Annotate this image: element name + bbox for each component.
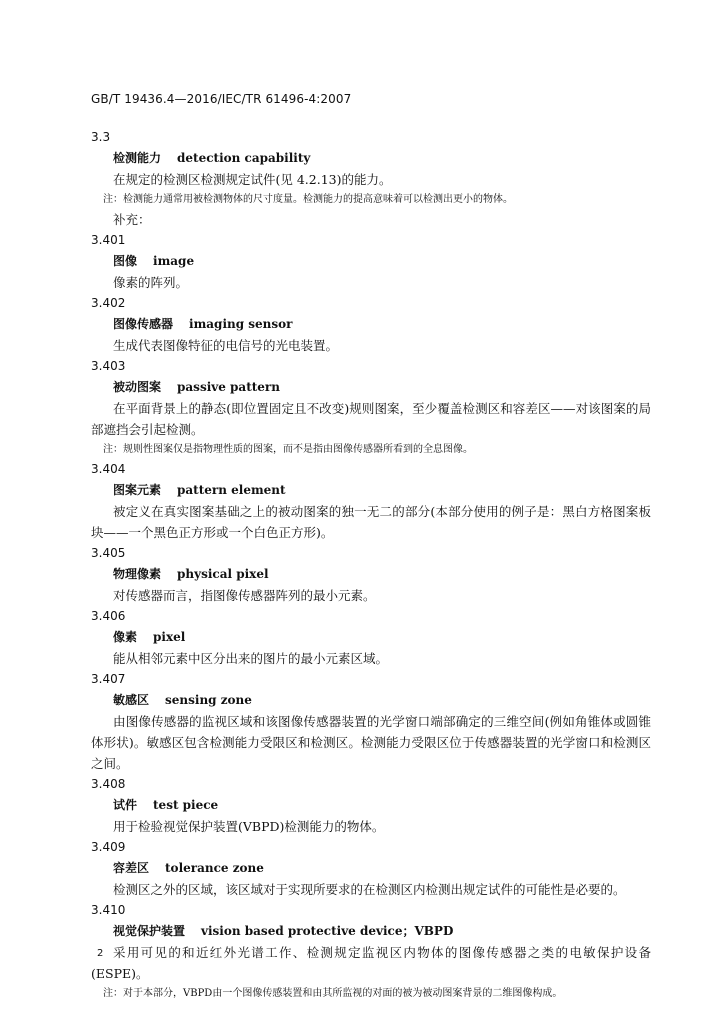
term-english: test piece: [153, 798, 219, 812]
clause-number: 3.405: [91, 546, 126, 560]
term-heading: [91, 313, 651, 335]
term-definition: 在规定的检测区检测规定试件(见 4.2.13)的能力。: [113, 172, 392, 187]
term-heading: [91, 689, 651, 711]
term-entry: [91, 459, 651, 543]
term-entry: [91, 127, 651, 230]
term-chinese: 图案元素: [113, 483, 162, 497]
term-entry: [91, 606, 651, 669]
term-entry: [91, 543, 651, 606]
clause-number: 3.404: [91, 462, 126, 476]
clause-number: 3.407: [91, 672, 126, 686]
clause-number: 3.408: [91, 777, 126, 791]
term-heading: [91, 147, 651, 169]
standard-header: GB/T 19436.4—2016/IEC/TR 61496-4:2007: [91, 92, 352, 106]
clause-number: 3.403: [91, 359, 126, 373]
term-heading: [91, 794, 651, 816]
clause-number: 3.406: [91, 609, 126, 623]
term-note: 注：检测能力通常用被检测物体的尺寸度量。检测能力的提高意味着可以检测出更小的物体。: [103, 194, 513, 205]
term-definition: 生成代表图像特征的电信号的光电装置。: [113, 338, 339, 353]
term-english: image: [153, 254, 195, 268]
term-definition: 检测区之外的区域，该区域对于实现所要求的在检测区内检测出规定试件的可能性是必要的。: [113, 882, 626, 897]
term-english: detection capability: [177, 151, 311, 165]
term-chinese: 物理像素: [113, 567, 162, 581]
term-english: pixel: [153, 630, 186, 644]
term-entry: [91, 230, 651, 293]
term-entry: [91, 774, 651, 837]
term-entry: [91, 669, 651, 774]
term-chinese: 检测能力: [113, 151, 162, 165]
term-definition: 能从相邻元素中区分出来的图片的最小元素区域。: [113, 651, 389, 666]
term-definition: 采用可见的和近红外光谱工作、检测规定监视区内物体的图像传感器之类的电敏保护设备(ESPE)。: [91, 945, 651, 981]
term-heading: [91, 920, 651, 942]
term-note: 注：对于本部分，VBPD由一个图像传感装置和由其所监视的对面的被为被动图案背景的二维图像构成。: [103, 988, 563, 999]
clause-number: 3.401: [91, 233, 126, 247]
term-chinese: 图像: [113, 254, 138, 268]
clause-number: 3.3: [91, 130, 111, 144]
term-entry: [91, 293, 651, 356]
term-chinese: 视觉保护装置: [113, 924, 186, 938]
term-chinese: 被动图案: [113, 380, 162, 394]
term-chinese: 图像传感器: [113, 317, 174, 331]
term-note: 注：规则性图案仅是指物理性质的图案，而不是指由图像传感器所看到的全息图像。: [103, 444, 473, 455]
term-chinese: 敏感区: [113, 693, 150, 707]
term-heading: [91, 563, 651, 585]
term-definition: 像素的阵列。: [113, 275, 189, 290]
term-entry: [91, 356, 651, 459]
page-number: 2: [97, 948, 104, 959]
term-english: pattern element: [177, 483, 286, 497]
term-heading: [91, 857, 651, 879]
term-english: tolerance zone: [165, 861, 264, 875]
supplement-label: 补充：: [113, 212, 151, 227]
term-definition: 被定义在真实图案基础之上的被动图案的独一无二的部分(本部分使用的例子是：黑白方格图案板块——一个黑色正方形或一个白色正方形)。: [91, 504, 651, 540]
term-english: physical pixel: [177, 567, 269, 581]
term-definition: 对传感器而言，指图像传感器阵列的最小元素。: [113, 588, 376, 603]
term-heading: [91, 626, 651, 648]
term-chinese: 试件: [113, 798, 138, 812]
term-english: imaging sensor: [189, 317, 293, 331]
term-definition: 用于检验视觉保护装置(VBPD)检测能力的物体。: [113, 819, 385, 834]
term-heading: [91, 479, 651, 501]
term-chinese: 像素: [113, 630, 138, 644]
term-heading: [91, 376, 651, 398]
terms-list: [91, 127, 651, 1003]
term-english: passive pattern: [177, 380, 280, 394]
term-definition: 由图像传感器的监视区域和该图像传感器装置的光学窗口端部确定的三维空间(例如角锥体或圆锥体形状)。敏感区包含检测能力受限区和检测区。检测能力受限区位于传感器装置的光学窗口和检测区之间。: [91, 714, 651, 771]
term-heading: [91, 250, 651, 272]
term-chinese: 容差区: [113, 861, 150, 875]
term-definition: 在平面背景上的静态(即位置固定且不改变)规则图案，至少覆盖检测区和容差区——对该图案的局部遮挡会引起检测。: [91, 401, 651, 437]
term-english: sensing zone: [165, 693, 252, 707]
clause-number: 3.409: [91, 840, 126, 854]
clause-number: 3.410: [91, 903, 126, 917]
term-entry: [91, 837, 651, 900]
term-entry: [91, 900, 651, 1003]
clause-number: 3.402: [91, 296, 126, 310]
term-english: vision based protective device；VBPD: [201, 924, 454, 938]
